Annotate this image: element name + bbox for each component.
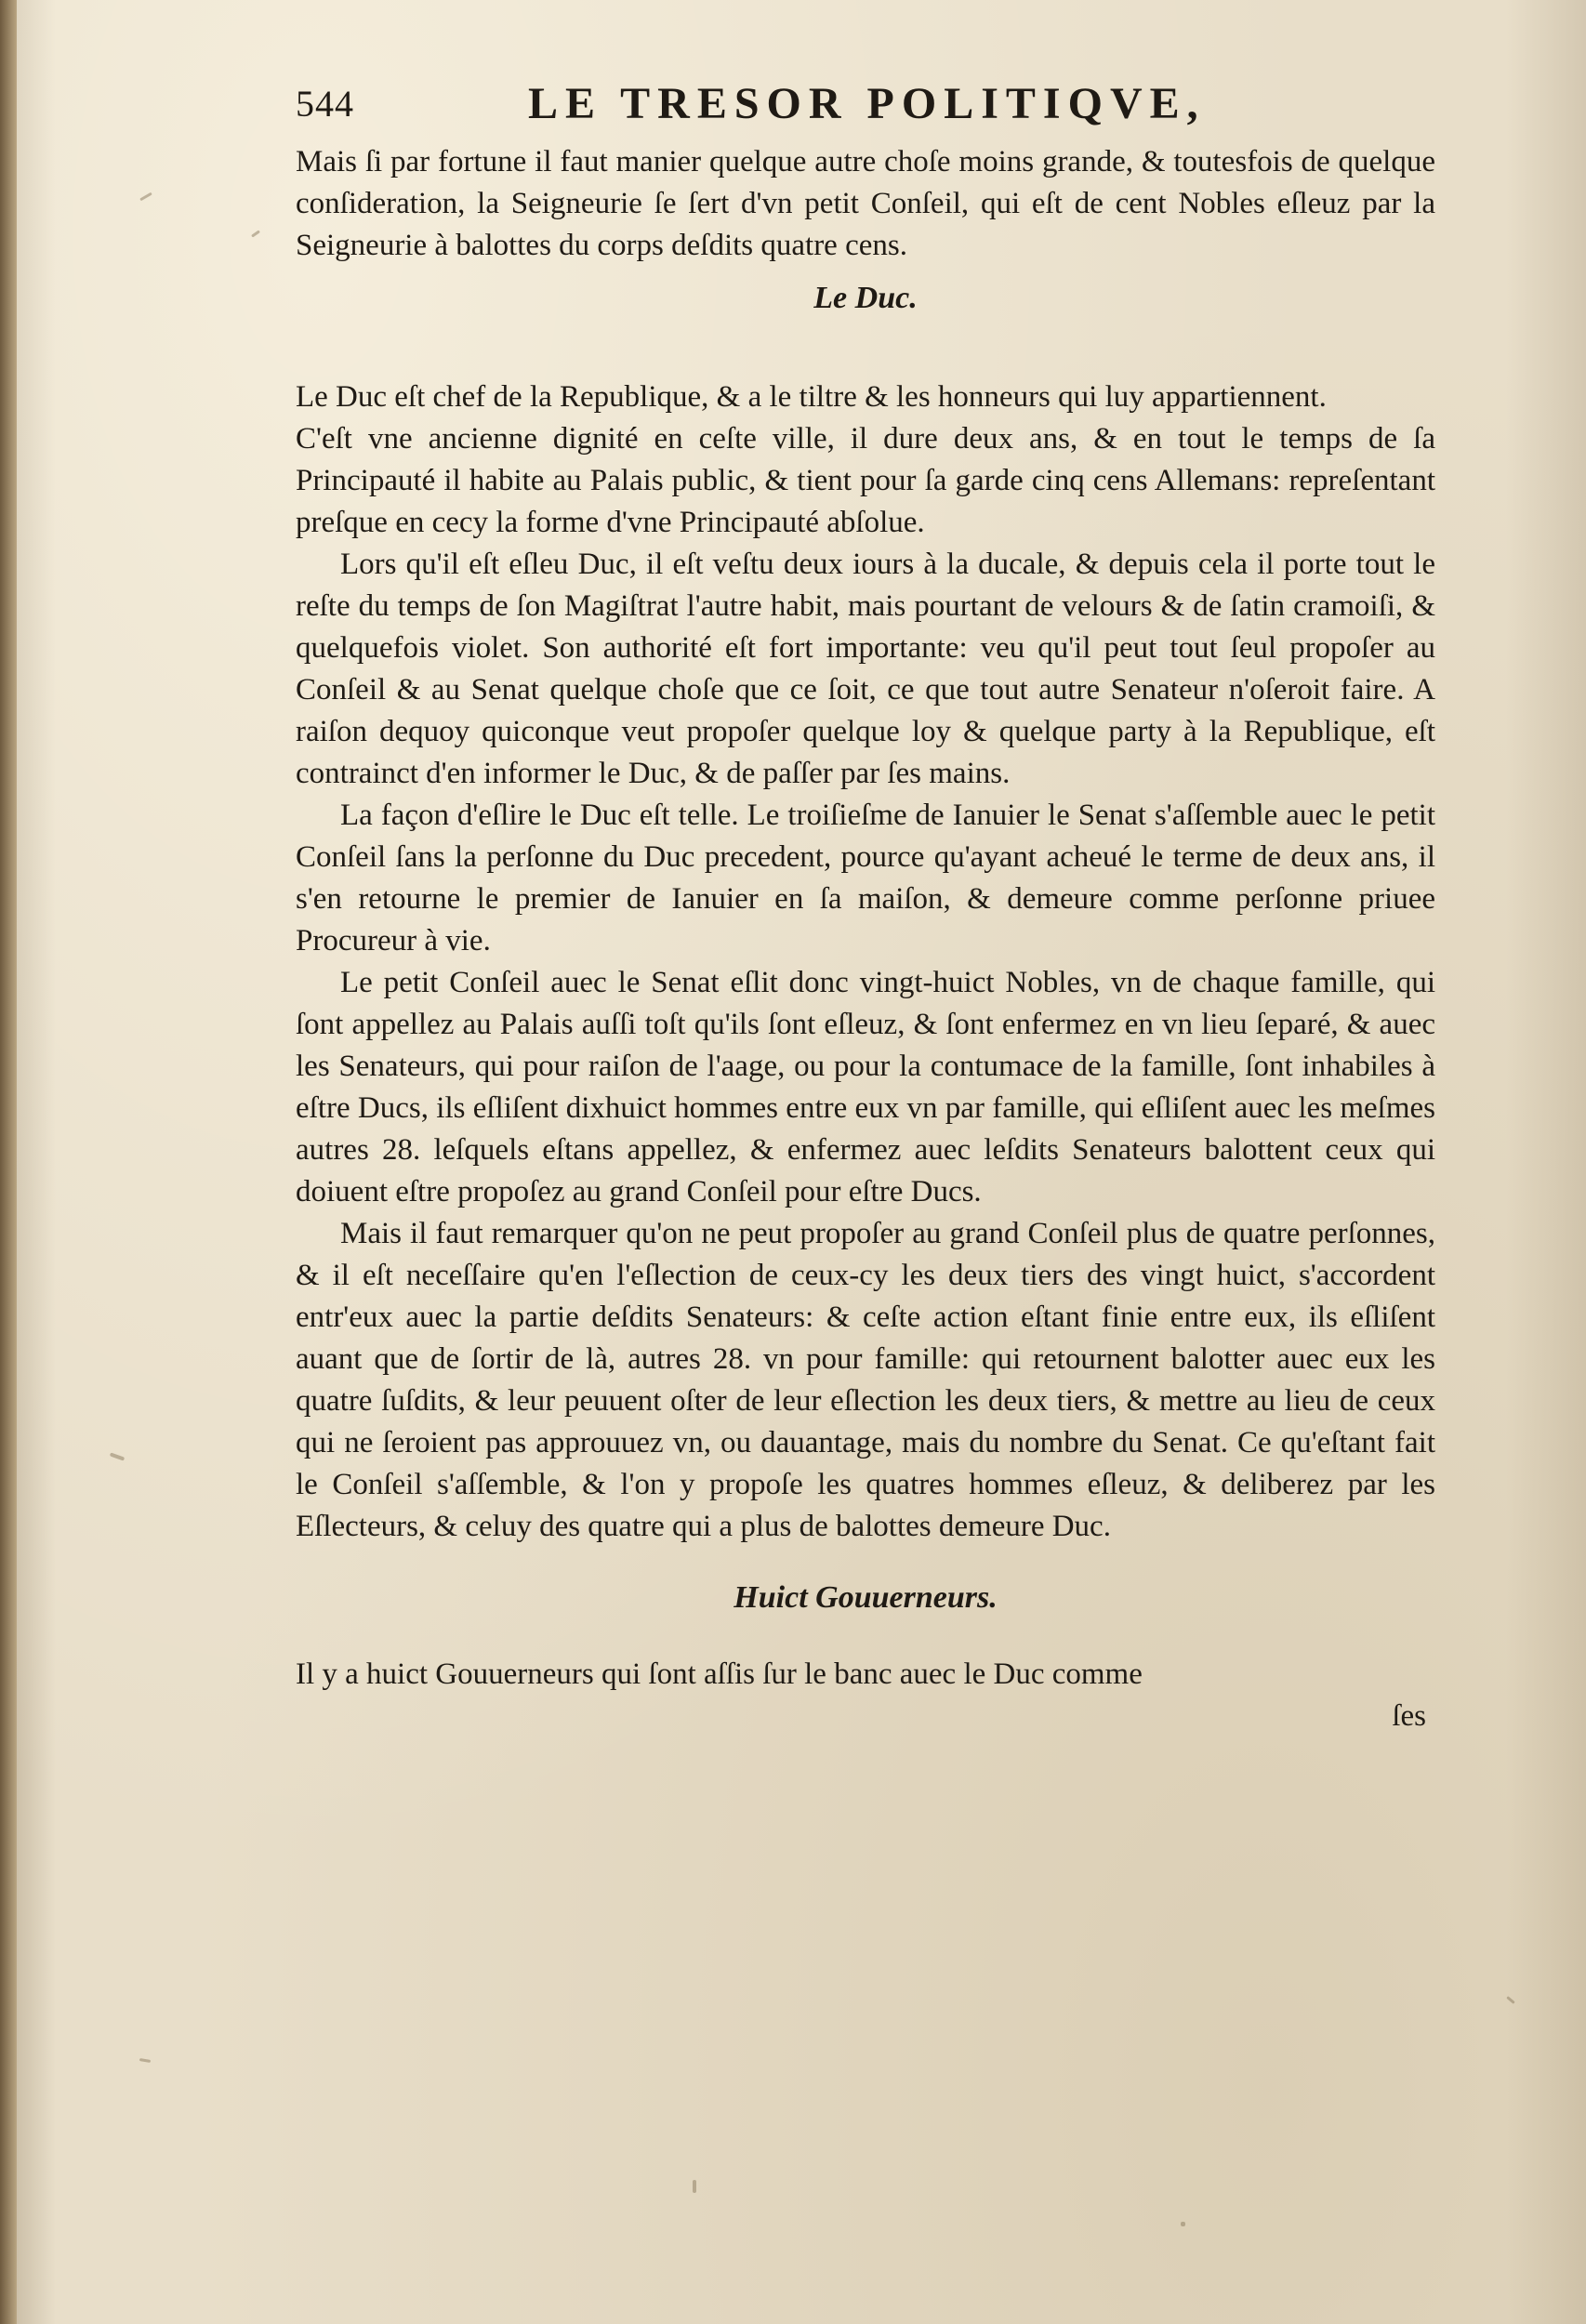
- paragraph-huict-gouverneurs: Il y a huict Gouuerneurs qui ſont aſſis ſur le banc auec le Duc comme: [296, 1657, 1143, 1691]
- paper-fleck: [251, 230, 260, 237]
- paper-fleck: [139, 192, 152, 202]
- catchword: ſes: [1392, 1699, 1426, 1733]
- paper-fleck: [139, 2058, 151, 2063]
- running-head: [296, 79, 1435, 141]
- paragraph-quatre-personnes: Mais il faut remarquer qu'on ne peut propoſer au grand Conſeil plus de quatre perſonnes, & il eſt neceſſaire qu'en l'eſlection de ceux-cy les deux tiers des vingt huict, s'accordent entr'eux auec la partie deſdits Senateurs: & ceſte action eſtant finie entre eux, ils eſliſent auant que de ſortir de là, autres 28. vn pour famille: qui retournent balotter auec eux les quatre ſuſdits, & leur peuuent oſter de leur eſlection les deux tiers, & mettre au lieu de ceux qui ne ſeroient pas approuuez vn, ou dauantage, mais du nombre du Senat. Ce qu'eſtant fait le Conſeil s'aſſemble, & l'on y propoſe les quatres hommes eſleuz, & deliberez par les Eſlecteurs, & celuy des quatre qui a plus de balottes demeure Duc.: [296, 1217, 1435, 1543]
- paper-fleck: [110, 1452, 125, 1460]
- paper-fleck: [1506, 1996, 1515, 2004]
- paragraph-petit-conseil: Mais ſi par fortune il faut manier quelque autre choſe moins grande, & toutesfois de quelque conſideration, la Seigneurie ſe ſert d'vn petit Conſeil, qui eſt de cent Nobles eſleuz par la Seigneurie à balottes du corps deſdits quatre cens.: [296, 145, 1435, 262]
- paragraph-facon-eslire: La façon d'eſlire le Duc eſt telle. Le troiſieſme de Ianuier le Senat s'aſſemble auec le petit Conſeil ſans la perſonne du Duc precedent, pource qu'ayant acheué le terme de deux ans, il s'en retourne le premier de Ianuier en ſa maiſon, & demeure comme perſonne priuee Procureur à vie.: [296, 799, 1435, 957]
- section-title-gouverneurs: Huict Gouuerneurs.: [734, 1580, 998, 1615]
- page-number: 544: [296, 83, 354, 125]
- page-spine-shadow: [0, 0, 17, 2324]
- paragraph-habit-ducal: Lors qu'il eſt eſleu Duc, il eſt veſtu deux iours à la ducale, & depuis cela il porte tout le reſte du temps de ſon Magiſtrat l'autre habit, mais pourtant de velours & de ſatin cramoiſi, & quelquefois violet. Son authorité eſt fort importante: veu qu'il peut tout ſeul propoſer au Conſeil & au Senat quelque choſe que ce ſoit, ce que tout autre Senateur n'oſeroit faire. A raiſon dequoy quiconque veut propoſer quelque loy & quelque party à la Republique, eſt contrainct d'en informer le Duc, & de paſſer par ſes mains.: [296, 548, 1435, 790]
- text-block: [296, 79, 1435, 1737]
- running-title: LE TRESOR POLITIQVE,: [528, 79, 1206, 128]
- paragraph-duc-chef: Le Duc eſt chef de la Republique, & a le tiltre & les honneurs qui luy appartiennent.: [296, 380, 1327, 414]
- paper-fleck: [1181, 2222, 1185, 2226]
- paragraph-vingt-huict-nobles: Le petit Conſeil auec le Senat eſlit donc vingt-huict Nobles, vn de chaque famille, qui ſont appellez au Palais auſſi toſt qu'ils ſont eſleuz, & ſont enfermez en vn lieu ſeparé, & auec les Senateurs, qui pour raiſon de l'aage, ou pour la contumace de la famille, ſont inhabiles à eſtre Ducs, ils eſliſent dixhuict hommes entre eux vn par famille, qui eſliſent auec les meſmes autres 28. leſquels eſtans appellez, & enfermez auec leſdits Senateurs balottent ceux qui doiuent eſtre propoſez au grand Conſeil pour eſtre Ducs.: [296, 966, 1435, 1208]
- paper-fleck: [693, 2180, 696, 2193]
- paragraph-ancienne-dignite: C'eſt vne ancienne dignité en ceſte ville, il dure deux ans, & en tout le temps de ſa Principauté il habite au Palais public, & tient pour ſa garde cinq cens Allemans: repreſentant preſque en cecy la forme d'vne Principauté abſolue.: [296, 422, 1435, 539]
- section-title-duc: Le Duc.: [813, 281, 918, 315]
